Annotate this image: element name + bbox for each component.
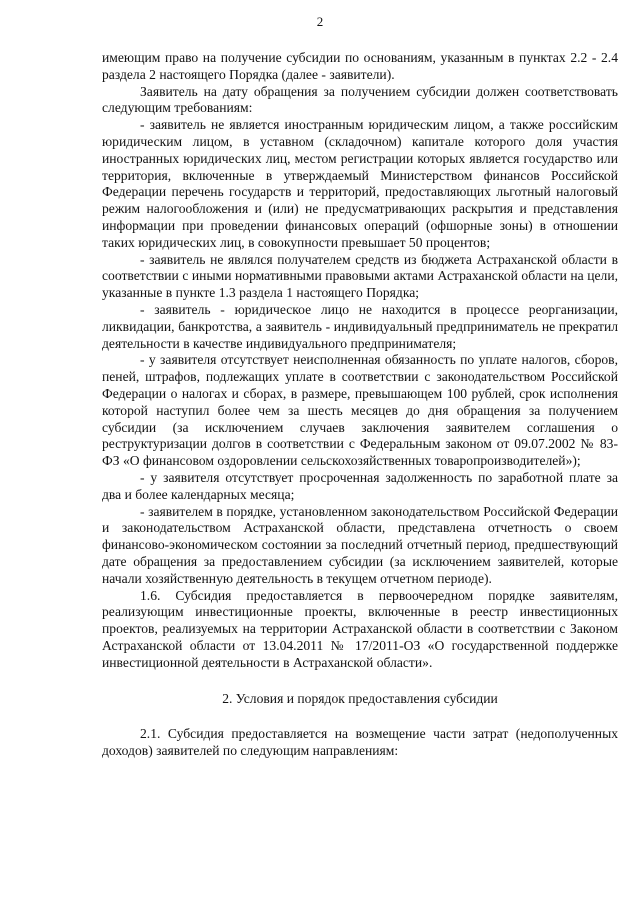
paragraph-requirements-intro: Заявитель на дату обращения за получением субсидии должен соответствовать следующим требованиям: xyxy=(102,83,618,116)
requirement-item: - заявитель не являлся получателем средств из бюджета Астраханской области в соответствии с иными нормативными правовыми актами Астраханской области на цели, указанные в пункте 1.3 раздела 1 настоящего Порядка; xyxy=(102,251,618,301)
paragraph-2-1: 2.1. Субсидия предоставляется на возмещение части затрат (недополученных доходов) заявителей по следующим направлениям: xyxy=(102,726,618,759)
document-body xyxy=(102,50,618,760)
paragraph-1-6: 1.6. Субсидия предоставляется в первоочередном порядке заявителям, реализующим инвестиционные проекты, включенные в реестр инвестиционных проектов, реализуемых на территории Астраханской области в соответствии с Законом Астраханской области от 13.04.2011 № 17/2011-ОЗ «О государственной поддержке инвестиционной деятельности в Астраханской области». xyxy=(102,587,618,670)
paragraph-continuation: имеющим право на получение субсидии по основаниям, указанным в пунктах 2.2 - 2.4 раздела 2 настоящего Порядка (далее - заявители). xyxy=(102,50,618,82)
requirement-item: - у заявителя отсутствует неисполненная обязанность по уплате налогов, сборов, пеней, штрафов, подлежащих уплате в соответствии с законодательством Российской Федерации о налогах и сборах, в размере, превышающем 100 рублей, срок исполнения которой наступил более чем за шесть месяцев до дня обращения за получением субсидии (за исключением случаев заключения заявителем соглашения о реструктуризации долгов в соответствии с Федеральным законом от 09.07.2002 № 83-ФЗ «О финансовом оздоровлении сельскохозяйственных товаропроизводителей»); xyxy=(102,352,618,469)
section-heading: 2. Условия и порядок предоставления субсидии xyxy=(222,691,498,707)
requirement-item: - заявитель не является иностранным юридическим лицом, а также российским юридическим лицом, в уставном (складочном) капитале которого доля участия иностранных юридических лиц, местом регистрации которых является государство или территория, включенные в утверждаемый Министерством финансов Российской Федерации перечень государств и территорий, предоставляющих льготный налоговый режим налогообложения и (или) не предусматривающих раскрытия и представления информации при проведении финансовых операций (офшорные зоны) в отношении таких юридических лиц, в совокупности превышает 50 процентов; xyxy=(102,117,618,250)
requirement-item: - заявитель - юридическое лицо не находится в процессе реорганизации, ликвидации, банкротства, а заявитель - индивидуальный предприниматель не прекратил деятельности в качестве индивидуального предпринимателя; xyxy=(102,301,618,351)
requirement-item: - у заявителя отсутствует просроченная задолженность по заработной плате за два и более календарных месяца; xyxy=(102,469,618,502)
page-number: 2 xyxy=(316,14,324,29)
requirement-item: - заявителем в порядке, установленном законодательством Российской Федерации и законодательством Астраханской области, представлена отчетность о своем финансово-экономическом состоянии за последний отчетный период, предшествующий дате обращения за предоставлением субсидии (за исключением заявителей, которые начали хозяйственную деятельность в текущем отчетном периоде). xyxy=(102,503,618,586)
